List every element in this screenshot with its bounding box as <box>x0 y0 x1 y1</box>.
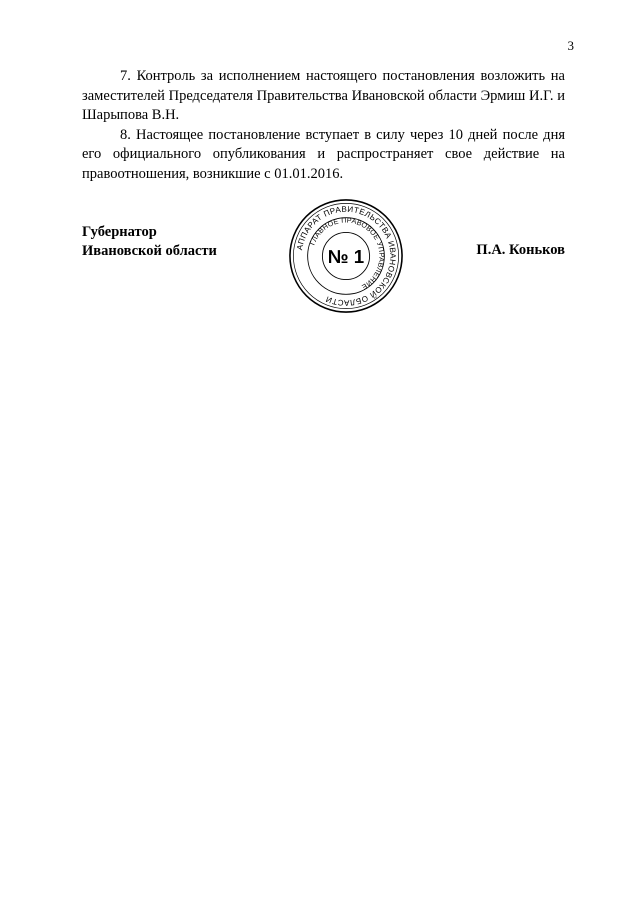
seal-number: № 1 <box>327 245 365 267</box>
paragraph-7: 7. Контроль за исполнением настоящего постановления возложить на заместителей Председателя Правительства Ивановской области Эрмиш И.Г. и Шарыпова В.Н. <box>82 68 565 123</box>
signature-block <box>82 204 565 313</box>
seal-outer-text: АППАРАТ ПРАВИТЕЛЬСТВА ИВАНОВСКОЙ ОБЛАСТИ <box>295 204 398 308</box>
page-number: 3 <box>567 38 574 53</box>
official-seal <box>287 197 405 315</box>
signer-title-line-1: Губернатор <box>82 224 157 240</box>
paragraph-8: 8. Настоящее постановление вступает в силу через 10 дней после дня его официального опубликования и распространяет свое действие на правоотношения, возникшие с 01.01.2016. <box>82 126 565 182</box>
signer-name: П.А. Коньков <box>476 242 565 258</box>
document-body <box>82 67 565 184</box>
seal-inner-text: ГЛАВНОЕ ПРАВОВОЕ УПРАВЛЕНИЕ <box>308 216 386 292</box>
signer-title-line-2: Ивановской области <box>82 243 217 259</box>
